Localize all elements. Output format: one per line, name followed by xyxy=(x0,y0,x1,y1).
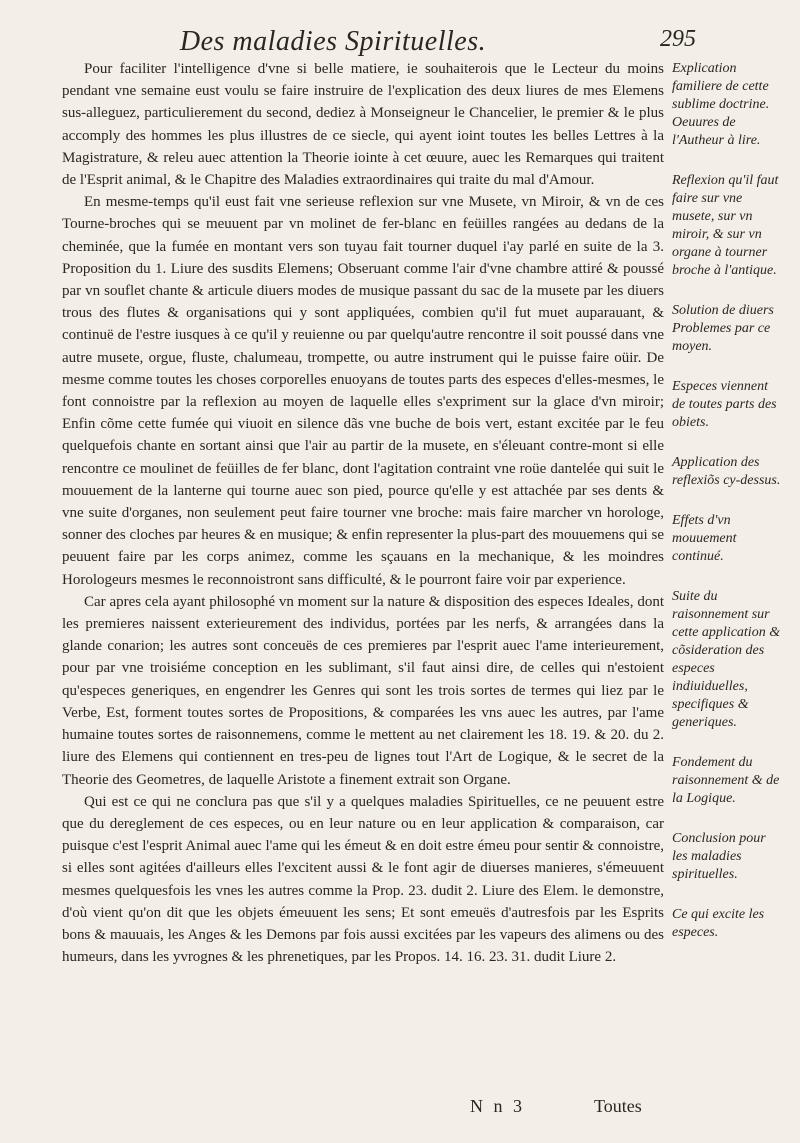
page-number: 295 xyxy=(660,26,696,52)
margin-note: Explication familiere de cette sublime doctrine. Oeuures de l'Autheur à lire. xyxy=(672,61,770,148)
margin-note: Solution de diuers Problemes par ce moyen. xyxy=(672,303,774,354)
margin-note: Effets d'vn mouuement continué. xyxy=(672,513,737,564)
margin-note: Suite du raisonnement sur cette application & cõsideration des especes indiuiduelles, specifiques & generiques. xyxy=(672,589,781,730)
paragraph: En mesme-temps qu'il eust fait vne serieuse reflexion sur vne Musete, vn Miroir, & vn de ces Tourne-broches qui se meuuent par vn molinet de fer-blanc en feüilles rangées au dedans de la cheminée, que la fumée en montant vers son tuyau fait tourner duquel i'ay parlé en suite de la 3. Proposition du 1. Liure des susdits Elemens; Obseruant comme l'air d'vne chambre attiré & poussé par vn souflet chante & articule diuers modes de musique passant du sac de la musete par les diuers trous des flutes & organisations qui y sont appliquées, combien qu'il fut muet auparauant, & continuë de l'estre iusques à ce qu'il y reuienne ou par quelqu'autre rencontre il soit poussé dans vne autre musete, orgue, fluste, chalumeau, trompette, ou autre instrument qui le puisse faire oüir. De mesme comme toutes les choses corporelles enuoyans de toutes parts des especes d'elles-mesmes, le font connoistre par la reflexion au moyen de laquelle elles s'expriment sur la glace d'vn miroir; Enfin cõme cette fumée qui viuoit en silence dãs vne buche de bois vert, estant excitée par le feu quelquefois chante en sortant ainsi que l'air au partir de la musete, en s'éleuant contre-mont si elle rencontre ce moulinet de feüilles de fer blanc, dont l'agitation contraint vne roüe dantelée qui suit le mouuement de la lanterne qui tourne auec son pied, pource qu'elle y est attachée par ses dents & vne suite d'organes, non seulement peut faire tourner vne broche: mais faire marcher vn horologe, sonner des cloches par heures & en musique; & enfin representer la plus-part des mouuemens qui se peuuent faire par les corps animez, comme les sçauans en la mechanique, & les moindres Horologeurs mesmes le reconnoistront sans difficulté, & le pourront faire voir par experience. xyxy=(62,194,664,588)
margin-notes xyxy=(672,60,784,964)
margin-note: Application des reflexiõs cy-dessus. xyxy=(672,455,781,488)
catchword: Toutes xyxy=(594,1096,642,1116)
paragraph: Car apres cela ayant philosophé vn moment sur la nature & disposition des especes Ideales, dont les premieres naissent exterieurement des individus, portées par les nerfs, & arrangées dans la glande conarion; les autres sont conceuës de ces premieres par l'esprit auec l'ame interieurement, pour par vne troisiéme conception en les sublimant, s'il faut ainsi dire, de celles qui n'estoient qu'especes generiques, en engendrer les Genres qui sont les trois sortes de termes qui liez par le Verbe, Est, forment toutes sortes de Propositions, & comparées les vns auec les autres, par l'ame humaine toutes sortes de raisonnemens, comme le mettent au net clairement les 18. 19. & 20. du 2. liure des Elemens qui contiennent en tres-peu de lignes tout l'Art de Logique, & le secret de la Theorie des Geometres, de laquelle Aristote a finement extrait son Organe. xyxy=(62,593,664,788)
margin-note: Fondement du raisonnement & de la Logique. xyxy=(672,755,780,806)
page-footer xyxy=(0,1096,800,1126)
paragraph: Pour faciliter l'intelligence d'vne si belle matiere, ie souhaiterois que le Lecteur du moins pendant vne semaine eust voulu se faire instruire de l'explication des deux liures de mes Elemens sus-alleguez, particulierement du second, dediez à Monseigneur le Chancelier, le premier & le plus accomply des hommes les plus illustres de ce siecle, qui ayent ioint toutes les belles Lettres à la Magistrature, & releu auec attention la Theorie iointe à cet œuure, auec les Remarques qui traitent de l'Esprit animal, & le Chapitre des Maladies extraordinaires qui traite du mal d'Amour. xyxy=(62,61,664,189)
margin-note: Conclusion pour les maladies spirituelles. xyxy=(672,831,766,882)
margin-note: Reflexion qu'il faut faire sur vne musete, sur vn miroir, & sur vn organe à tourner broche à l'antique. xyxy=(672,173,779,278)
margin-note: Ce qui excite les especes. xyxy=(672,907,765,940)
signature-mark: N n 3 xyxy=(470,1096,525,1116)
running-title: Des maladies Spirituelles. xyxy=(179,26,487,57)
margin-note: Especes viennent de toutes parts des obiets. xyxy=(672,379,777,430)
main-text-block xyxy=(62,58,664,968)
paragraph: Qui est ce qui ne conclura pas que s'il y a quelques maladies Spirituelles, ce ne peuuent estre que du dereglement de ces especes, ou en leur nature ou en leur application & comparaison, car puisque c'est l'esprit Animal auec l'ame qui les émeut & en doit estre émeu pour sentir & connoistre, si elles sont agitées d'ailleurs elles l'excitent aussi & le font agir de diuerses manieres, s'émeuuent mesmes quelquesfois les vnes les autres comme la Prop. 23. dudit 2. Liure des Elem. le demonstre, d'où vient qu'on dit que les objets émeuuent les sens; Et sont emeuës d'autresfois par les Esprits bons & mauuais, les Anges & les Demons par fois aussi excitées par les vapeurs des alimens ou des humeurs, dans les yvrognes & les phrenetiques, par les Propos. 14. 16. 23. 31. dudit Liure 2. xyxy=(62,793,664,966)
